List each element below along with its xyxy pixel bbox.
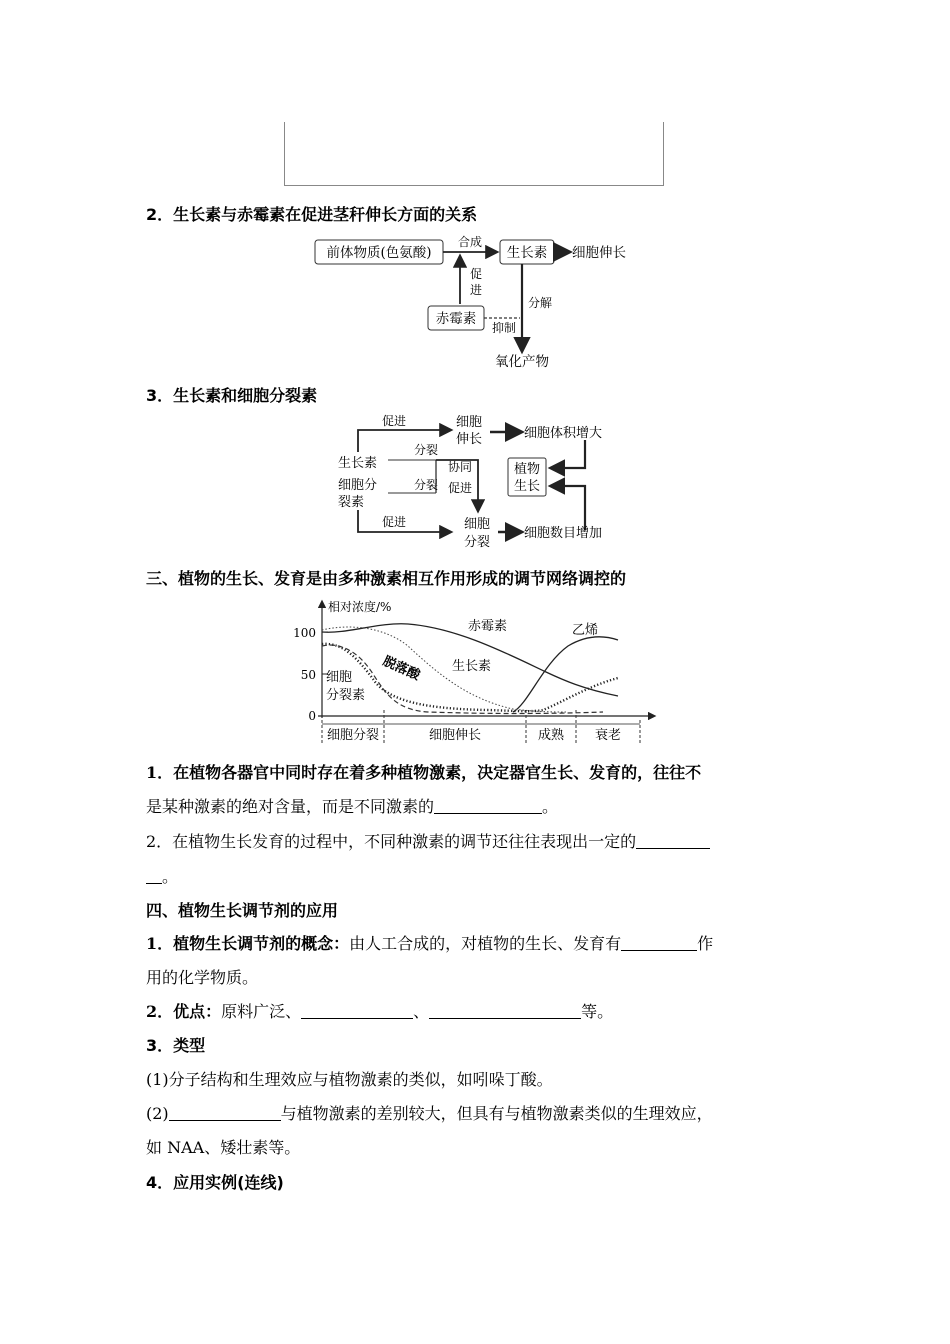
answer-blank-4b[interactable] <box>429 1004 581 1019</box>
cell-elong-label-2: 伸长 <box>456 432 483 447</box>
plant-growth-label-2: 生长 <box>513 479 541 494</box>
gibberellin-label: 赤霉素 <box>435 311 477 327</box>
paragraph-2b <box>146 864 178 887</box>
series-ethylene <box>513 637 618 712</box>
section-three-heading: 三、植物的生长、发育是由多种激素相互作用形成的调节网络调控的 <box>146 569 627 588</box>
paragraph-5: 3．类型 <box>146 1036 206 1055</box>
stage-cell-division: 细胞分裂 <box>326 728 380 743</box>
cell-number-label: 细胞数目增加 <box>524 526 603 541</box>
p4-end: 等。 <box>581 1002 614 1021</box>
cell-div-label-2: 分裂 <box>464 535 491 550</box>
plant-growth-label-1: 植物 <box>513 462 541 477</box>
answer-blank-1[interactable] <box>434 799 542 814</box>
p2-text-a: 2．在植物生长发育的过程中，不同种激素的调节还往往表现出一定的 <box>146 832 637 851</box>
p1-text-b: 是某种激素的绝对含量，而是不同激素的 <box>146 797 435 816</box>
paragraph-7a <box>146 1101 713 1124</box>
oxidation-product-label: 氧化产物 <box>495 354 549 370</box>
paragraph-4 <box>146 999 613 1022</box>
inhibit-label: 抑制 <box>491 321 517 335</box>
answer-blank-2b[interactable] <box>146 869 162 884</box>
top-frame <box>284 122 664 186</box>
paragraph-3a <box>146 931 713 954</box>
section2-heading: 2．生长素与赤霉素在促进茎秆伸长方面的关系 <box>146 205 478 224</box>
p7-label: (2) <box>146 1104 169 1123</box>
promote-label-1: 促 <box>470 267 483 281</box>
label-ethylene: 乙烯 <box>572 623 599 638</box>
label-auxin: 生长素 <box>452 659 492 674</box>
volume-to-growth-arrow <box>552 440 585 468</box>
p7-text-a: 与植物激素的差别较大，但具有与植物激素类似的生理效应， <box>280 1104 713 1123</box>
paragraph-1b <box>146 794 558 817</box>
hormone-chart <box>288 594 660 748</box>
p4-label: 2．优点： <box>146 1002 222 1021</box>
split-label-1: 分裂 <box>414 443 439 457</box>
answer-blank-4a[interactable] <box>301 1004 413 1019</box>
y-axis-label: 相对浓度/% <box>328 600 392 614</box>
auxin-label-3: 生长素 <box>338 456 378 471</box>
decompose-label: 分解 <box>528 296 553 310</box>
paragraph-6: (1)分子结构和生理效应与植物激素的类似，如吲哚丁酸。 <box>146 1070 553 1089</box>
paragraph-3b: 用的化学物质。 <box>146 968 259 987</box>
cytokinin-label-2: 裂素 <box>338 495 365 510</box>
promote-bottom-label: 促进 <box>382 515 407 529</box>
p3-text-b: 作 <box>697 934 714 953</box>
paragraph-8: 4．应用实例(连线) <box>146 1173 284 1192</box>
ytick-0: 0 <box>308 709 316 723</box>
answer-blank-3[interactable] <box>621 936 697 951</box>
stage-maturity: 成熟 <box>537 728 565 743</box>
paragraph-7b: 如 NAA、矮壮素等。 <box>146 1138 301 1157</box>
p1-end: 。 <box>542 797 559 816</box>
promote-top-label: 促进 <box>382 414 407 428</box>
ytick-100: 100 <box>293 626 316 640</box>
cell-elongation-label: 细胞伸长 <box>572 245 626 261</box>
cell-elong-label-1: 细胞 <box>456 415 483 430</box>
series-aba <box>322 644 618 711</box>
auxin-gibberellin-diagram <box>310 232 660 372</box>
synergy-label: 协同 <box>448 460 473 474</box>
promote-mid-label: 促进 <box>448 481 473 495</box>
stage-cell-elongation: 细胞伸长 <box>428 728 482 743</box>
cytokinin-label-1: 细胞分 <box>338 478 378 493</box>
number-to-growth-arrow <box>552 486 585 530</box>
answer-blank-2a[interactable] <box>636 834 710 849</box>
auxin-label: 生长素 <box>506 245 548 261</box>
promote-label-2: 进 <box>470 283 483 297</box>
p2-end: 。 <box>162 867 179 886</box>
p1-text-a: 1．在植物各器官中同时存在着多种植物激素，决定器官生长、发育的，往往不 <box>146 763 702 782</box>
p3-text-a: 由人工合成的，对植物的生长、发育有 <box>349 934 622 953</box>
paragraph-2a <box>146 829 710 852</box>
label-cytokinin-2: 分裂素 <box>326 688 366 703</box>
stage-senescence: 衰老 <box>594 728 622 743</box>
split-label-2: 分裂 <box>414 478 439 492</box>
cell-div-label-1: 细胞 <box>464 517 491 532</box>
section3-heading: 3．生长素和细胞分裂素 <box>146 386 318 405</box>
ytick-50: 50 <box>300 668 316 682</box>
synthesize-label: 合成 <box>457 235 483 249</box>
auxin-cytokinin-diagram <box>330 410 630 555</box>
p4-text-a: 原料广泛、 <box>221 1002 302 1021</box>
precursor-label: 前体物质(色氨酸) <box>326 245 432 261</box>
cell-volume-label: 细胞体积增大 <box>524 426 603 441</box>
p4-sep: 、 <box>413 1002 430 1021</box>
label-gibberellin: 赤霉素 <box>468 619 508 634</box>
section-four-heading: 四、植物生长调节剂的应用 <box>146 901 339 920</box>
answer-blank-7[interactable] <box>169 1106 281 1121</box>
label-aba: 脱落酸 <box>380 653 423 684</box>
label-cytokinin-1: 细胞 <box>326 670 353 685</box>
paragraph-1a <box>146 760 701 783</box>
p3-label: 1．植物生长调节剂的概念： <box>146 934 350 953</box>
